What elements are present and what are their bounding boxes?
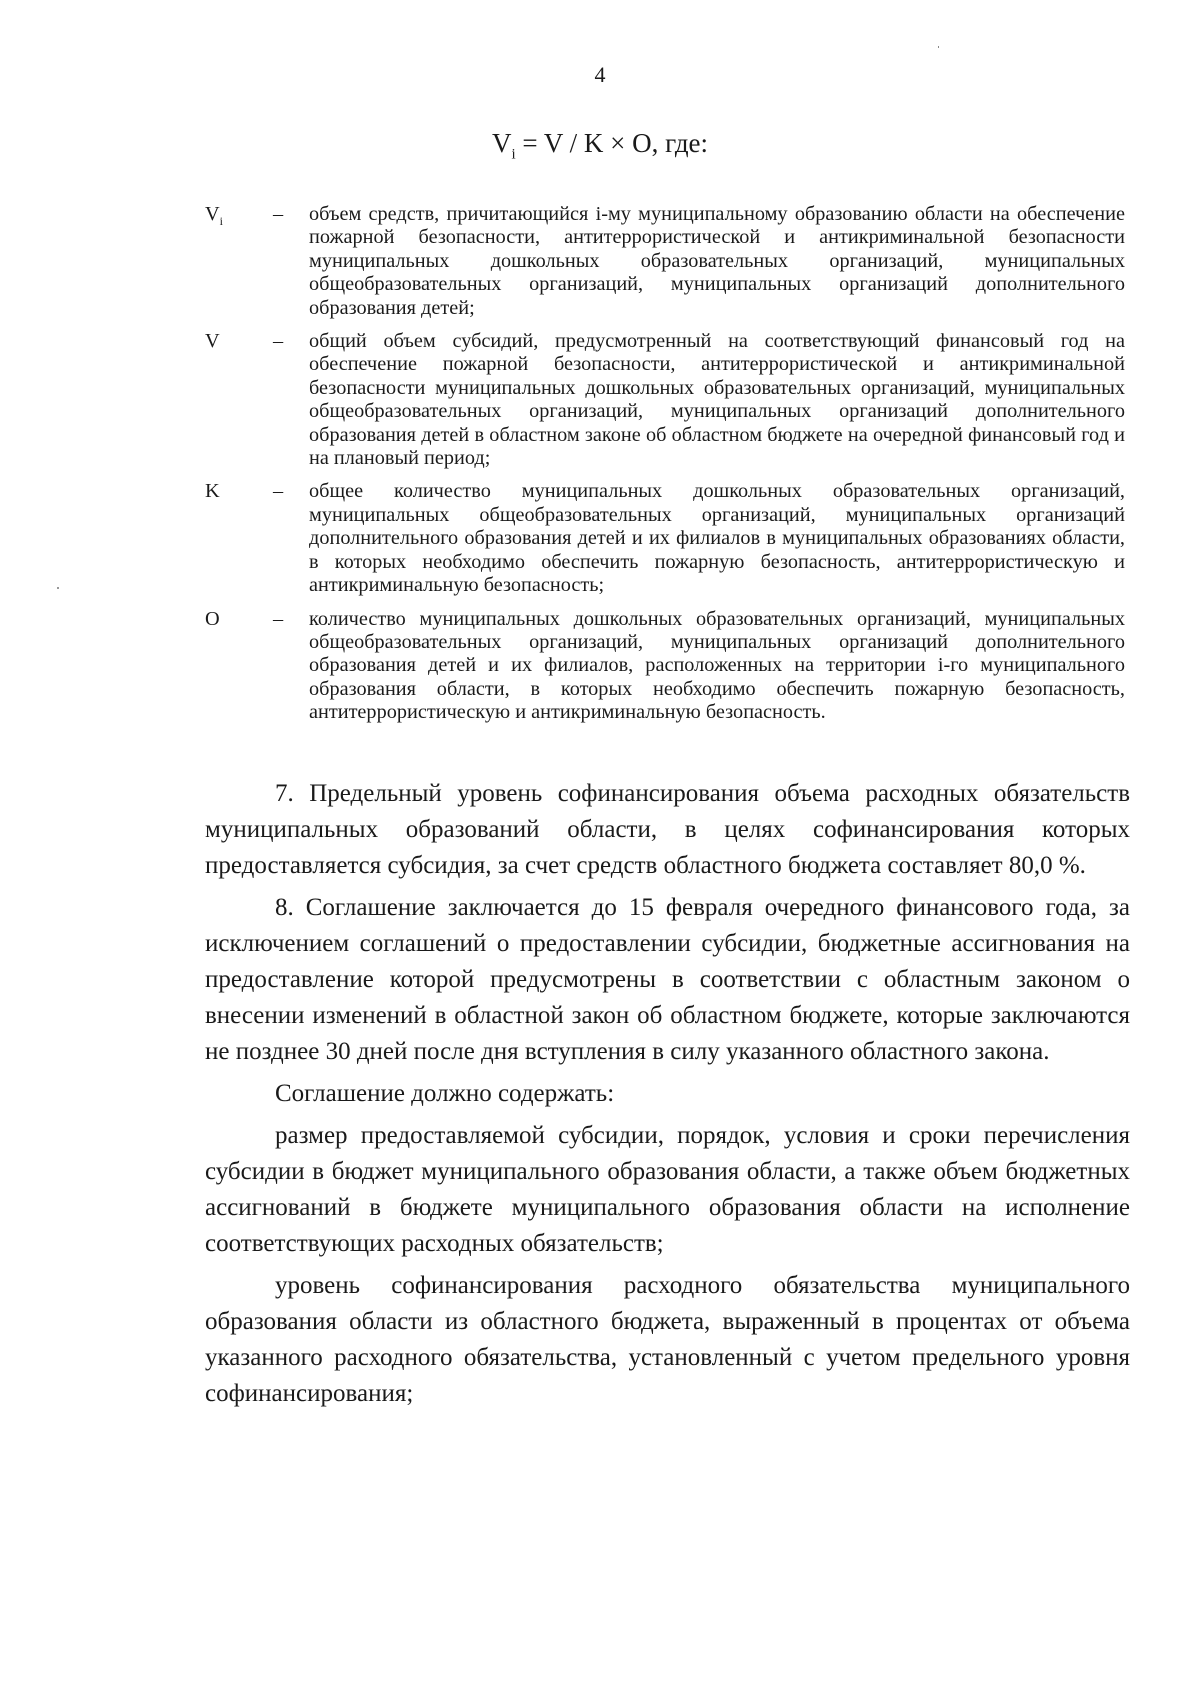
paragraph-7: 7. Предельный уровень софинансирования объема расходных обязательств муниципальных образований области, в целях софинансирования которых предоставляется субсидия, за счет средств областного бюджета составляет 80,0 %. (205, 780, 1130, 879)
scan-speck (938, 46, 939, 48)
definition-text: объем средств, причитающийся i-му муниципальному образованию области на обеспечение пожарной безопасности, антитеррористической и антикриминальной безопасности муниципальных дошкольных образовательных организаций, муниципальных общеобразовательных организаций, муниципальных организаций дополнительного образования детей; (309, 203, 1125, 319)
definition-item (205, 608, 1125, 725)
definition-text: количество муниципальных дошкольных образовательных организаций, муниципальных общеобразовательных организаций, муниципальных организаций дополнительного образования детей и их филиалов, расположенных на территории i-го муниципального образования области, в которых необходимо обеспечить пожарную безопасность, антитеррористическую и антикриминальную безопасность. (309, 607, 1125, 724)
definitions-list (205, 203, 1125, 735)
definition-item (205, 330, 1125, 470)
definition-symbol: $V_i$ (205, 203, 223, 229)
formula-lhs-subscript: i (511, 146, 516, 163)
definition-text: общий объем субсидий, предусмотренный на соответствующий финансовый год на обеспечение пожарной безопасности, антитеррористической и антикриминальной безопасности муниципальных дошкольных образовательных организаций, муниципальных общеобразовательных организаций, муниципальных организаций дополнительного образования детей в областном законе об областном бюджете на очередной финансовый год и на плановый период; (309, 330, 1125, 470)
definition-item (205, 480, 1125, 597)
formula (0, 128, 1200, 163)
definition-symbol: O (205, 607, 220, 630)
definition-item (205, 203, 1125, 320)
definition-symbol: V (205, 330, 220, 353)
definition-dash: – (273, 480, 284, 503)
paragraph-8: 8. Соглашение заключается до 15 февраля очередного финансового года, за исключением соглашений о предоставлении субсидии, бюджетные ассигнования на предоставление которой предусмотрены в соответствии с областным законом о внесении изменений в областной закон об областном бюджете, которые заключаются не позднее 30 дней после дня вступления в силу указанного областного закона. (205, 894, 1130, 1065)
paragraph-agreement-intro: Соглашение должно содержать: (275, 1080, 615, 1107)
definition-dash: – (273, 330, 284, 353)
paragraph-subsidy-size: размер предоставляемой субсидии, порядок, условия и сроки перечисления субсидии в бюджет муниципального образования области, а также объем бюджетных ассигнований в бюджете муниципального образования области на исполнение соответствующих расходных обязательств; (205, 1122, 1130, 1257)
scan-speck (57, 587, 59, 589)
formula-lhs: V (491, 128, 512, 158)
formula-rhs: = V / K × O, где: (515, 128, 709, 158)
body-text (205, 776, 1130, 1412)
definition-symbol: K (205, 480, 220, 503)
paragraph-cofinancing-level: уровень софинансирования расходного обязательства муниципального образования области из областного бюджета, выраженный в процентах от объема указанного расходного обязательства, установленный с учетом предельного уровня софинансирования; (205, 1272, 1130, 1407)
definition-dash: – (273, 607, 284, 630)
definition-dash: – (273, 203, 284, 225)
page-number: 4 (594, 62, 606, 87)
definition-text: общее количество муниципальных дошкольных образовательных организаций, муниципальных общеобразовательных организаций, муниципальных организаций дополнительного образования детей и их филиалов в муниципальных образованиях области, в которых необходимо обеспечить пожарную безопасность, антитеррористическую и антикриминальную безопасность; (309, 480, 1125, 597)
